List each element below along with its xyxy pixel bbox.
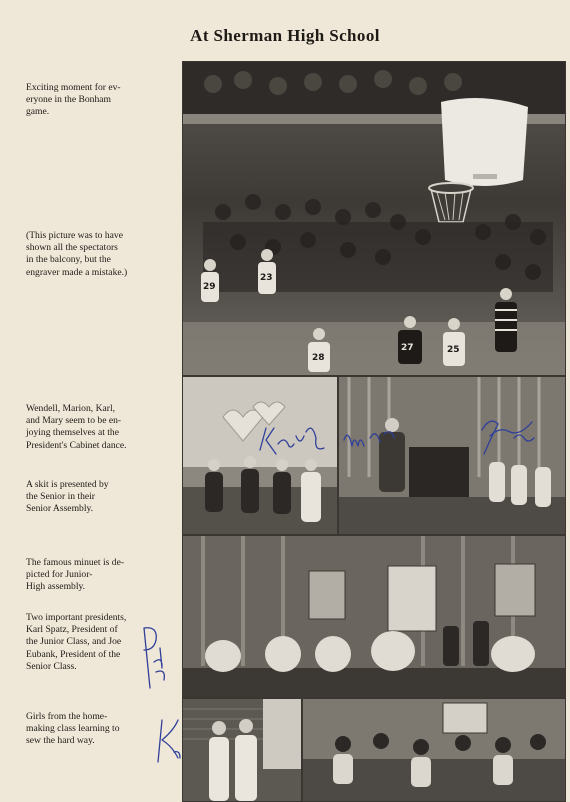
caption-bonham-game: Exciting moment for ev- eryone in the Bonham game. [26,82,121,118]
jersey-number: 29 [203,282,216,292]
jersey-number: 28 [312,353,325,363]
class-presidents-photo [182,698,302,802]
caption-class-presidents: Two important presidents, Karl Spatz, President of the Junior Class, and Joe Eubank, President of the Senior Class. [26,612,127,672]
caption-minuet: The famous minuet is de- picted for Junior- High assembly. [26,557,125,593]
jersey-number: 27 [401,343,414,353]
ink-signature [252,410,552,480]
homemaking-class-photo [302,698,566,802]
page-title: At Sherman High School [190,26,380,45]
minuet-stage-photo [182,535,566,698]
ink-signature [134,618,182,698]
caption-cabinet-dance: Wendell, Marion, Karl, and Mary seem to be en- joying themselves at the President's Cabinet dance. [26,403,127,451]
ink-signature [150,712,186,768]
jersey-number: 23 [260,273,273,283]
caption-senior-skit: A skit is presented by the Senior in their Senior Assembly. [26,479,109,515]
caption-balcony-note: (This picture was to have shown all the spectators in the balcony, but the engraver made a mistake.) [26,230,128,278]
caption-homemaking-class: Girls from the home- making class learning to sew the hard way. [26,711,120,747]
basketball-game-photo [182,61,566,376]
jersey-number: 25 [447,345,460,355]
